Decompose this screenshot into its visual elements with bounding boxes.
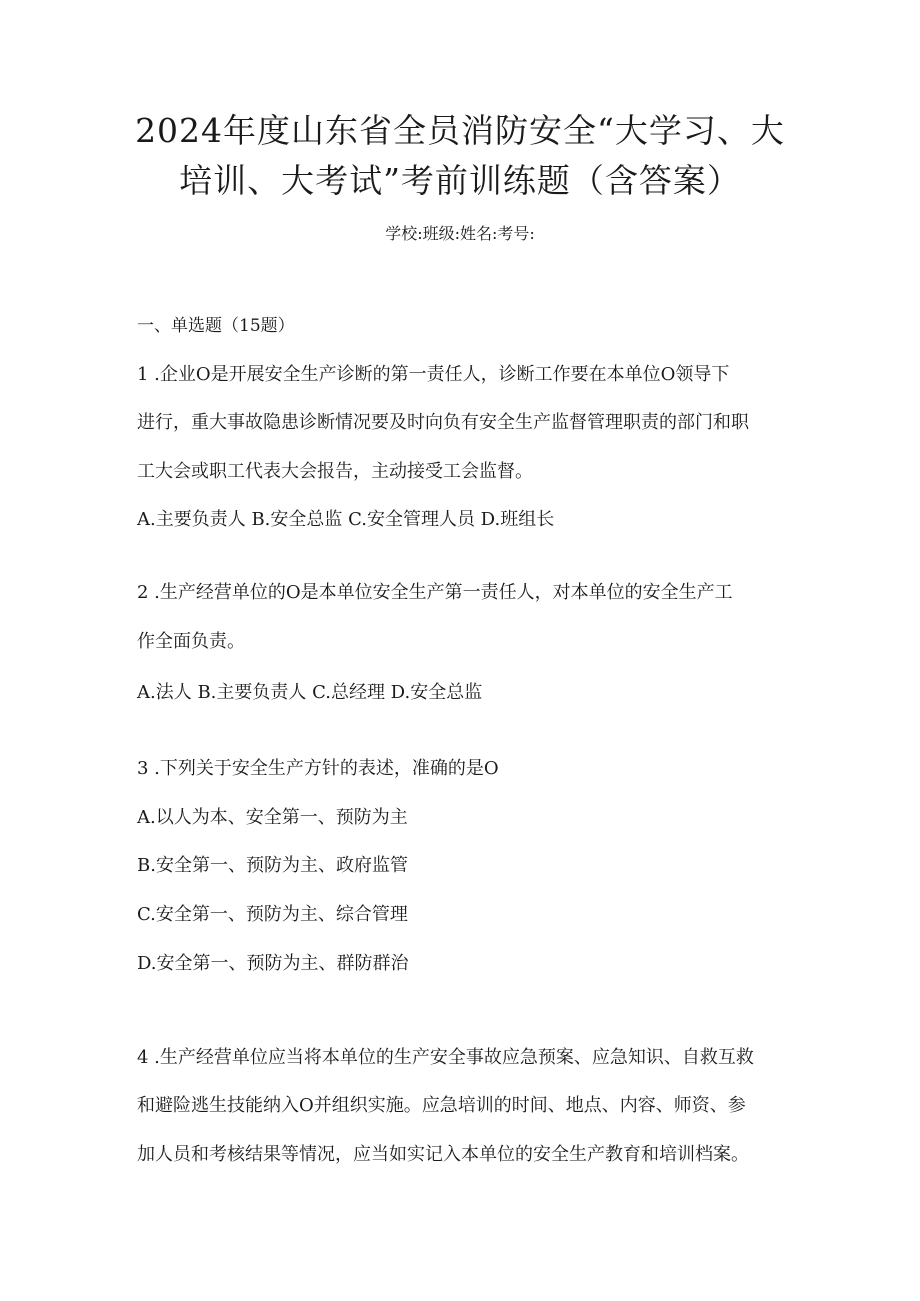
question-1-line-1: 1 .企业O是开展安全生产诊断的第一责任人，诊断工作要在本单位O领导下 bbox=[137, 364, 730, 385]
question-3-option-d: D.安全第一、预防为主、群防群治 bbox=[137, 953, 409, 974]
header-fields: 学校:班级:姓名:考号: bbox=[385, 224, 535, 243]
section-heading: 一、单选题（15题） bbox=[137, 316, 295, 336]
question-2-options: A.法人 B.主要负责人 C.总经理 D.安全总监 bbox=[137, 682, 483, 703]
question-1-line-2: 进行，重大事故隐患诊断情况要及时向负有安全生产监督管理职责的部门和职 bbox=[137, 412, 749, 433]
question-3-option-a: A.以人为本、安全第一、预防为主 bbox=[137, 807, 408, 828]
question-2-line-1: 2 .生产经营单位的O是本单位安全生产第一责任人，对本单位的安全生产工 bbox=[137, 582, 733, 603]
document-title-line-2: 培训、大考试”考前训练题（含答案） bbox=[179, 161, 741, 200]
question-3-line-1: 3 .下列关于安全生产方针的表述，准确的是O bbox=[137, 758, 499, 779]
question-1-options: A.主要负责人 B.安全总监 C.安全管理人员 D.班组长 bbox=[137, 509, 555, 530]
question-1-line-3: 工大会或职工代表大会报告，主动接受工会监督。 bbox=[137, 461, 533, 482]
question-2-line-2: 作全面负责。 bbox=[137, 631, 245, 652]
question-4-line-3: 加人员和考核结果等情况，应当如实记入本单位的安全生产教育和培训档案。 bbox=[137, 1144, 749, 1165]
question-4-line-1: 4 .生产经营单位应当将本单位的生产安全事故应急预案、应急知识、自救互救 bbox=[137, 1047, 754, 1068]
document-title-line-1: 2024年度山东省全员消防安全“大学习、大 bbox=[135, 111, 785, 150]
question-4-line-2: 和避险逃生技能纳入O并组织实施。应急培训的时间、地点、内容、师资、参 bbox=[137, 1095, 746, 1116]
question-3-option-b: B.安全第一、预防为主、政府监管 bbox=[137, 855, 408, 876]
question-3-option-c: C.安全第一、预防为主、综合管理 bbox=[137, 904, 408, 925]
